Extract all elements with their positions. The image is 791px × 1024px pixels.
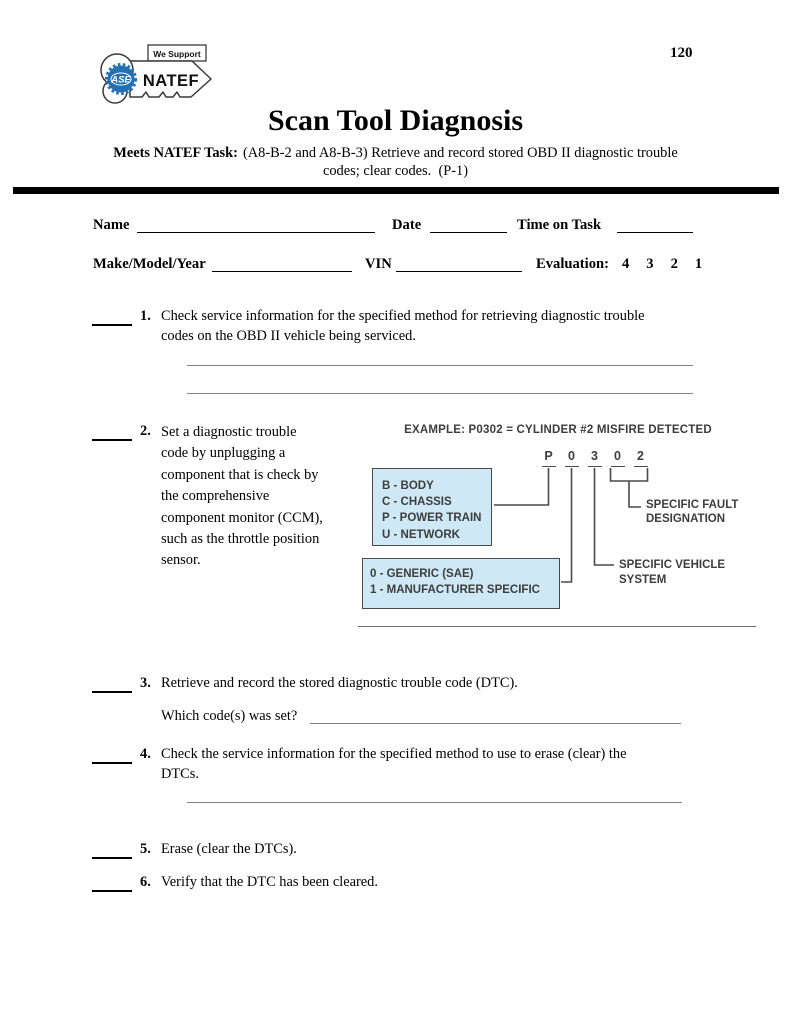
code-letter-legend-line: P - POWER TRAIN	[382, 512, 482, 525]
divider-bar	[13, 187, 779, 194]
specific-fault-label-line2: DESIGNATION	[646, 512, 726, 525]
task-statement-line2: codes; clear codes. (P-1)	[322, 163, 469, 179]
task-text: (A8-B-2 and A8-B-3) Retrieve and record stored OBD II diagnostic trouble	[242, 145, 678, 161]
evaluation-score: 2	[670, 256, 678, 272]
code-type-legend-box	[362, 558, 560, 609]
vin-label: VIN	[365, 256, 392, 272]
step6-check-blank	[92, 877, 132, 892]
evaluation-score: 1	[694, 256, 703, 272]
code-letter-legend-line: U - NETWORK	[382, 528, 460, 541]
date-blank-line	[430, 217, 507, 233]
step5-check-blank	[92, 844, 132, 859]
code-digit: 2	[629, 449, 652, 467]
step3-answer-line	[310, 708, 681, 724]
step2-text-line: the comprehensive	[161, 488, 270, 505]
step5-text: Erase (clear the DTCs).	[161, 841, 297, 857]
name-blank-line	[137, 217, 375, 233]
step1-text-line1: Check service information for the specified method for retrieving diagnostic trouble	[161, 308, 645, 324]
step3-check-blank	[92, 678, 132, 693]
step1-text	[161, 307, 645, 346]
step3-question: Which code(s) was set?	[161, 708, 298, 724]
evaluation-label: Evaluation:	[536, 256, 609, 272]
specific-fault-label	[646, 499, 738, 526]
step1-check-blank	[92, 311, 132, 326]
diagram-bottom-rule	[358, 626, 756, 627]
step2-text-line: code by unplugging a	[161, 445, 286, 462]
code-letter-legend-line: C - CHASSIS	[382, 496, 452, 509]
step4-text-line1: Check the service information for the specified method to use to erase (clear) the	[161, 746, 627, 762]
dtc-code-diagram	[358, 420, 758, 632]
specific-fault-label-line1: SPECIFIC FAULT	[646, 499, 739, 511]
page-number: 120	[670, 45, 693, 61]
code-type-legend-line: 1 - MANUFACTURER SPECIFIC	[370, 584, 540, 597]
ase-text: ASE	[111, 74, 131, 86]
step1-answer-line2	[187, 380, 693, 394]
time-on-task-blank-line	[617, 217, 693, 233]
diagram-example-title: EXAMPLE: P0302 = CYLINDER #2 MISFIRE DETECTED	[404, 424, 712, 436]
logo-natef-text: NATEF	[142, 72, 200, 90]
make-model-year-label: Make/Model/Year	[93, 256, 206, 272]
step6-number: 6.	[140, 874, 151, 890]
code-digit: 0	[560, 449, 583, 467]
step5-number: 5.	[140, 841, 151, 857]
natef-logo	[92, 42, 216, 108]
specific-vehicle-system-label	[619, 558, 725, 588]
task-label: Meets NATEF Task:	[113, 145, 238, 161]
logo-we-support: We Support	[153, 49, 201, 59]
evaluation-score: 4	[622, 256, 630, 272]
specific-vehicle-label-line2: SYSTEM	[619, 574, 667, 586]
code-type-legend-line: 0 - GENERIC (SAE)	[370, 568, 474, 580]
step2-check-blank	[92, 426, 132, 441]
code-digit: P	[537, 449, 560, 467]
code-letter-legend-line: B - BODY	[382, 480, 434, 492]
step6-text: Verify that the DTC has been cleared.	[161, 874, 378, 890]
step4-check-blank	[92, 749, 132, 764]
step2-number: 2.	[140, 423, 151, 439]
code-letter-legend-box	[372, 468, 492, 546]
step4-text-line2: DTCs.	[161, 765, 199, 782]
step2-text-line: such as the throttle position	[161, 531, 320, 548]
step4-text	[161, 745, 627, 784]
step2-text-line: Set a diagnostic trouble	[161, 424, 297, 440]
step2-text-line: component that is check by	[161, 466, 319, 483]
evaluation-score: 3	[646, 256, 654, 272]
step1-answer-line1	[187, 352, 693, 366]
name-label: Name	[93, 217, 130, 233]
step1-text-line2: codes on the OBD II vehicle being serviced.	[161, 327, 416, 344]
vin-blank-line	[396, 256, 522, 272]
step3-number: 3.	[140, 675, 151, 691]
code-digit: 3	[583, 449, 606, 467]
step2-text-line: sensor.	[161, 552, 201, 569]
specific-vehicle-label-line1: SPECIFIC VEHICLE	[619, 559, 726, 571]
date-label: Date	[392, 217, 422, 233]
page-title: Scan Tool Diagnosis	[267, 104, 524, 137]
time-on-task-label: Time on Task	[517, 217, 602, 233]
step3-text: Retrieve and record the stored diagnostic trouble code (DTC).	[161, 675, 518, 691]
step1-number: 1.	[140, 308, 151, 324]
code-digit: 0	[606, 449, 629, 467]
step4-number: 4.	[140, 746, 151, 762]
make-model-year-blank-line	[212, 256, 352, 272]
evaluation-scores	[622, 256, 702, 273]
step2-text	[161, 422, 371, 572]
step2-text-line: component monitor (CCM),	[161, 509, 323, 526]
step4-answer-line	[187, 789, 682, 803]
task-statement-line1	[0, 145, 791, 162]
